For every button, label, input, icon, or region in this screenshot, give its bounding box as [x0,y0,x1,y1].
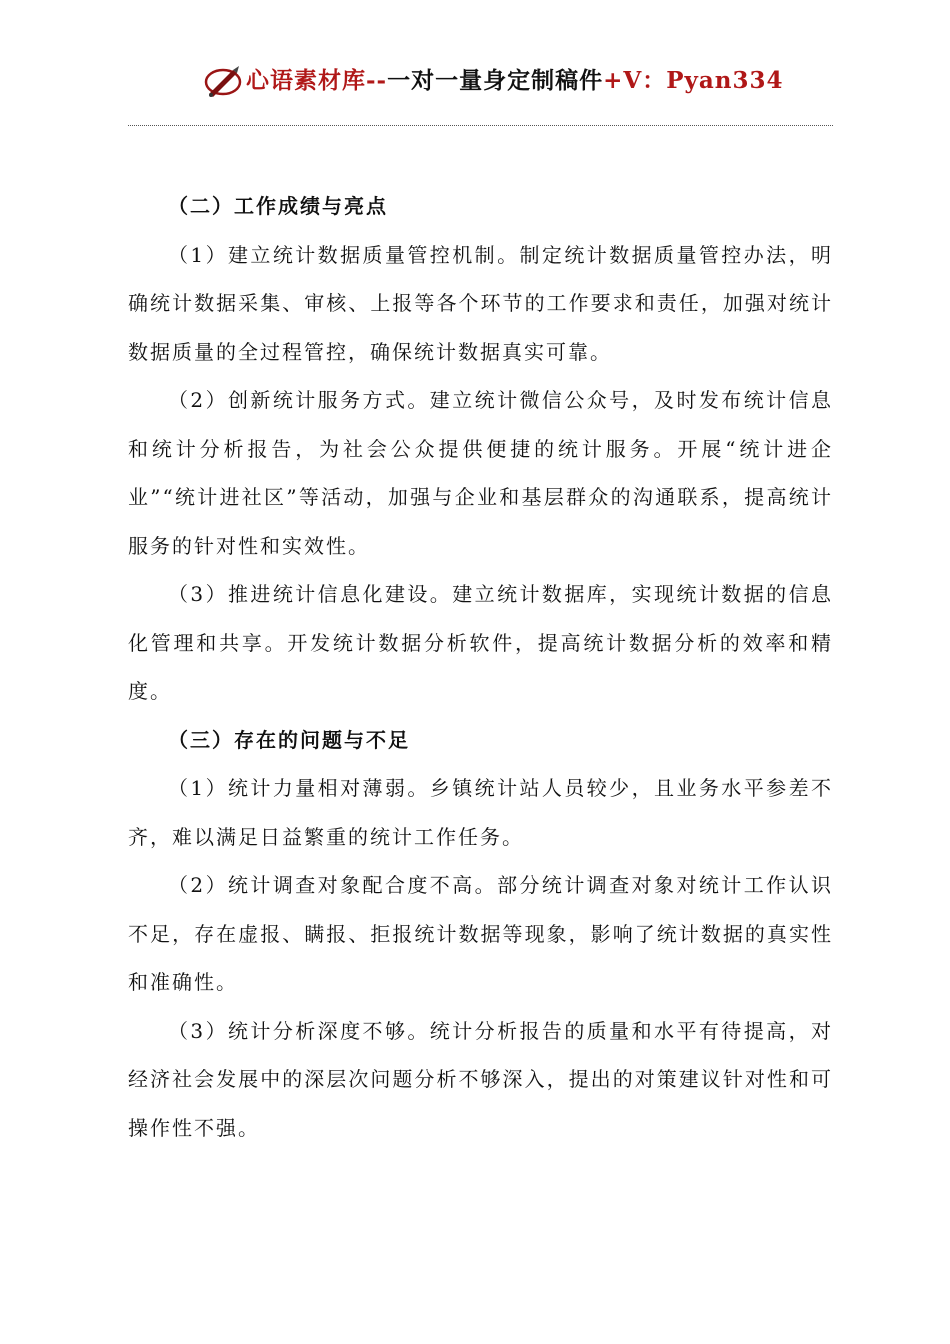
section-heading: （三）存在的问题与不足 [168,727,410,752]
document-body [128,182,833,1152]
header-contact: +V：Pyan334 [603,67,784,94]
paragraph: （3）统计分析深度不够。统计分析报告的质量和水平有待提高，对经济社会发展中的深层次问题分析不够深入，提出的对策建议针对性和可操作性不强。 [128,1018,833,1140]
paragraph: （3）推进统计信息化建设。建立统计数据库，实现统计数据的信息化管理和共享。开发统计数据分析软件，提高统计数据分析的效率和精度。 [128,582,833,703]
paragraph: （1）统计力量相对薄弱。乡镇统计站人员较少，且业务水平参差不齐，难以满足日益繁重的统计工作任务。 [128,776,833,849]
brand-name: 心语素材库 [246,67,366,94]
paragraph: （2）统计调查对象配合度不高。部分统计调查对象对统计工作认识不足，存在虚报、瞒报、拒报统计数据等现象，影响了统计数据的真实性和准确性。 [128,873,833,994]
page-header [0,62,950,102]
header-divider [128,125,833,126]
pen-logo-icon [203,64,247,100]
header-banner [246,66,784,96]
paragraph: （1）建立统计数据质量管控机制。制定统计数据质量管控办法，明确统计数据采集、审核、上报等各个环节的工作要求和责任，加强对统计数据质量的全过程管控，确保统计数据真实可靠。 [128,242,833,364]
header-separator: -- [366,67,388,94]
paragraph: （2）创新统计服务方式。建立统计微信公众号，及时发布统计信息和统计分析报告，为社会公众提供便捷的统计服务。开展“统计进企业”“统计进社区”等活动，加强与企业和基层群众的沟通联系，提高统计服务的针对性和实效性。 [128,388,833,558]
header-slogan: 一对一量身定制稿件 [387,67,604,94]
section-heading: （二）工作成绩与亮点 [168,194,388,218]
